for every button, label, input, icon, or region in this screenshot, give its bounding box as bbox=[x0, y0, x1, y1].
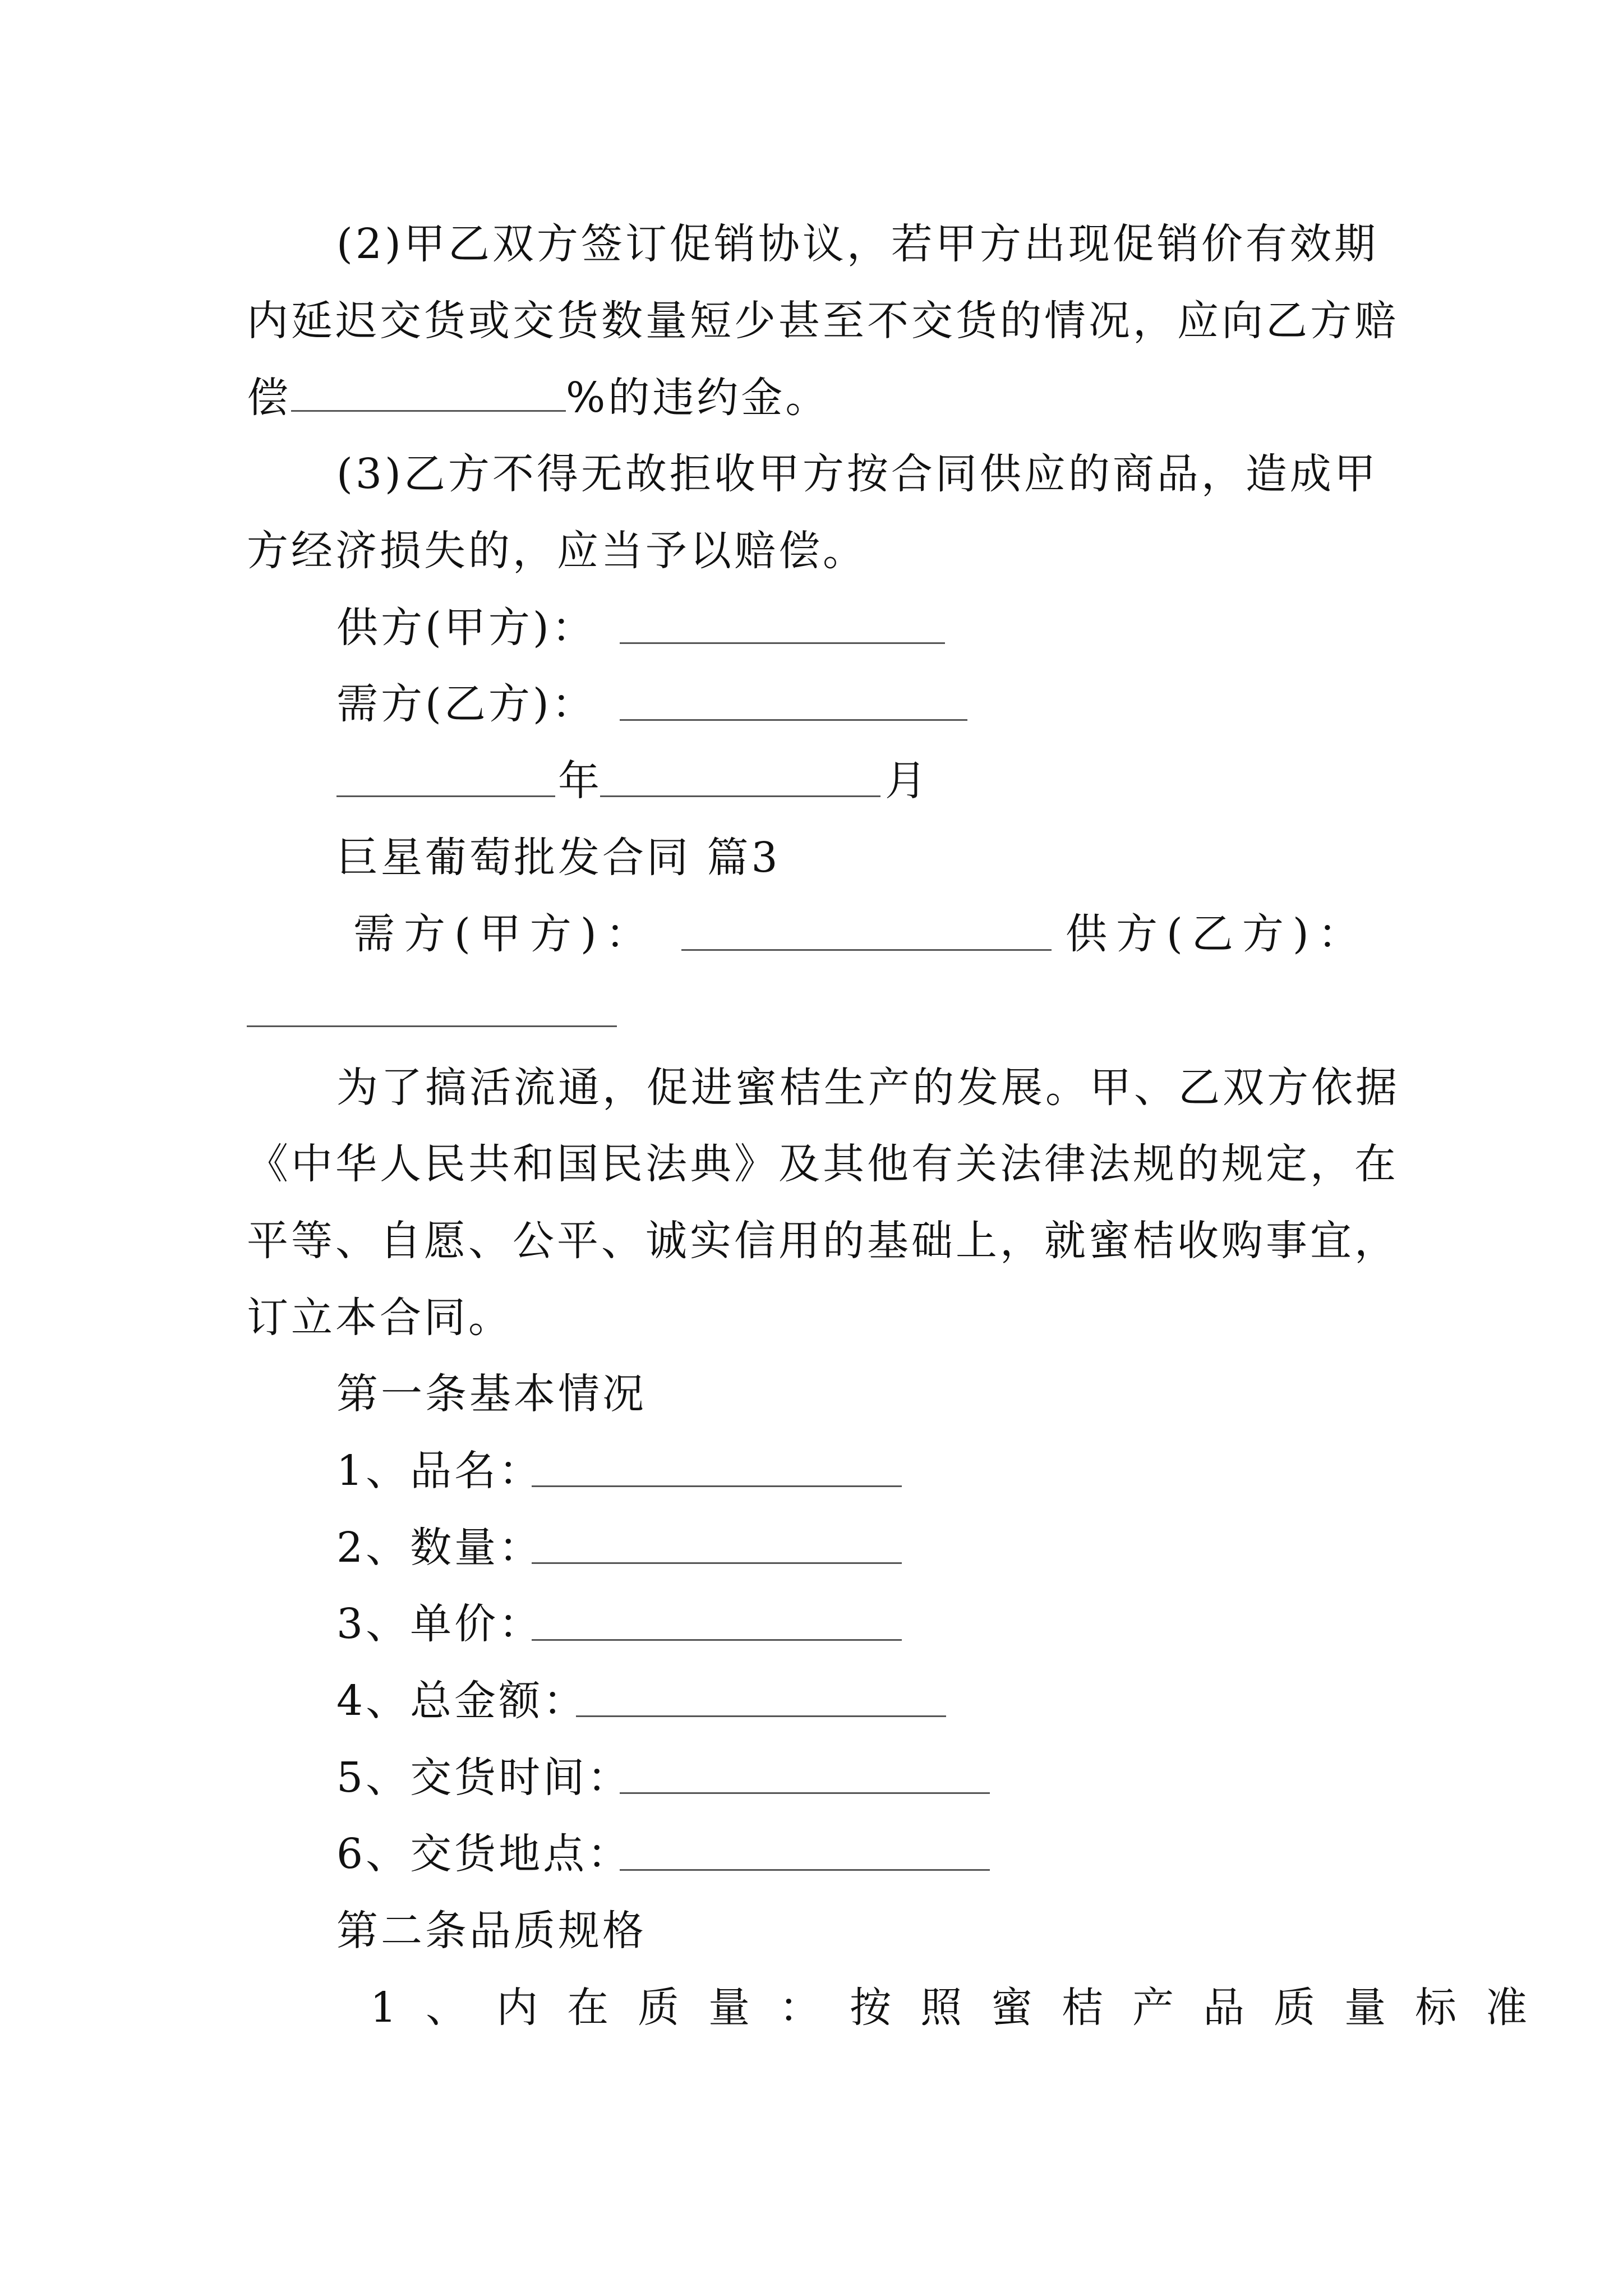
month-label: 月 bbox=[885, 757, 929, 805]
buyer-party-a-blank bbox=[681, 949, 1052, 951]
article-1-title: 第一条基本情况 bbox=[336, 1370, 647, 1418]
supplier-party-b: 供方(乙方)： bbox=[1066, 910, 1368, 958]
buyer-signature-blank bbox=[620, 719, 967, 721]
contract-heading: 巨星葡萄批发合同 篇3 bbox=[336, 834, 781, 882]
item-total-amount-blank bbox=[576, 1715, 946, 1717]
clause-2-prefix: 偿 bbox=[247, 374, 291, 422]
intro-line-1: 为了搞活流通，促进蜜桔生产的发展。甲、乙双方依据 bbox=[336, 1064, 1400, 1112]
intro-line-4: 订立本合同。 bbox=[247, 1294, 513, 1342]
article-2-title: 第二条品质规格 bbox=[336, 1907, 647, 1955]
article-2-line-1: 1、内在质量：按照蜜桔产品质量标准 bbox=[370, 1984, 1557, 2032]
clause-2-line-1: (2)甲乙双方签订促销协议，若甲方出现促销价有效期 bbox=[336, 220, 1378, 268]
clause-3-line-2: 方经济损失的，应当予以赔偿。 bbox=[247, 527, 867, 575]
item-unit-price-blank bbox=[532, 1639, 902, 1641]
supplier-party-b-blank bbox=[247, 1025, 617, 1027]
item-delivery-time: 5、交货时间： bbox=[336, 1754, 632, 1802]
item-quantity: 2、数量： bbox=[336, 1524, 543, 1572]
year-label: 年 bbox=[558, 757, 602, 805]
month-blank bbox=[600, 795, 880, 797]
penalty-percent-blank bbox=[291, 406, 566, 412]
item-quantity-blank bbox=[532, 1562, 902, 1564]
buyer-party-b-label: 需方(乙方)： bbox=[336, 680, 596, 728]
intro-line-3: 平等、自愿、公平、诚实信用的基础上，就蜜桔收购事宜， bbox=[247, 1217, 1399, 1265]
item-delivery-place: 6、交货地点： bbox=[336, 1830, 632, 1878]
intro-line-2: 《中华人民共和国民法典》及其他有关法律法规的规定，在 bbox=[247, 1140, 1399, 1188]
clause-3-line-1: (3)乙方不得无故拒收甲方按合同供应的商品，造成甲 bbox=[336, 450, 1378, 498]
item-delivery-place-blank bbox=[620, 1869, 990, 1871]
item-unit-price: 3、单价： bbox=[336, 1600, 543, 1648]
supplier-party-a-label: 供方(甲方)： bbox=[336, 604, 596, 652]
buyer-party-a: 需方(甲方)： bbox=[353, 910, 656, 958]
clause-2-suffix: %的违约金。 bbox=[566, 374, 830, 422]
clause-2-line-2: 内延迟交货或交货数量短少甚至不交货的情况，应向乙方赔 bbox=[247, 297, 1399, 345]
item-total-amount: 4、总金额： bbox=[336, 1677, 588, 1725]
item-delivery-time-blank bbox=[620, 1792, 990, 1794]
clause-2-line-3 bbox=[247, 374, 830, 422]
item-product-name-blank bbox=[532, 1485, 902, 1487]
year-blank bbox=[336, 795, 555, 797]
item-product-name: 1、品名： bbox=[336, 1447, 543, 1495]
supplier-signature-blank bbox=[620, 642, 945, 644]
